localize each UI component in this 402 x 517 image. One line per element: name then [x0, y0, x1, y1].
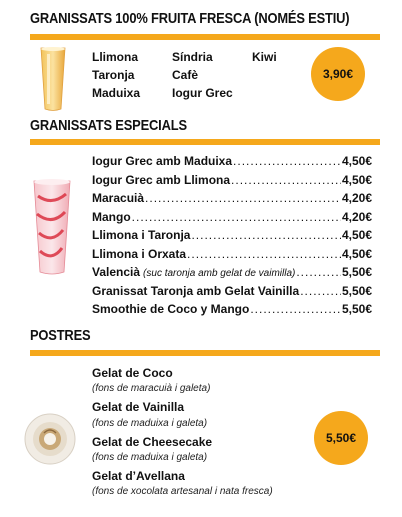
especial-item: [92, 302, 372, 316]
dot-leader: [300, 284, 341, 298]
especial-item-name: Iogur Grec amb Llimona: [92, 172, 231, 187]
dot-leader: [233, 154, 341, 168]
postre-desc: (fons de xocolata artesanal i nata fresca): [92, 486, 273, 497]
price-badge-postres: 5,50€: [314, 411, 368, 465]
flavor-iogur-grec: Iogur Grec: [172, 86, 233, 100]
especial-item-price: 4,50€: [341, 228, 372, 242]
dot-leader: [145, 191, 341, 205]
section-divider: [30, 139, 380, 145]
flavor-taronja: Taronja: [92, 68, 135, 82]
postre-desc: (fons de maracuià i galeta): [92, 383, 211, 394]
dessert-bowl-image: [24, 413, 76, 465]
red-swirl-granita-glass-image: [30, 178, 74, 278]
postre-name: Gelat d’Avellana: [92, 469, 185, 483]
especial-item: [92, 228, 372, 242]
postre-name: Gelat de Cheesecake: [92, 435, 213, 449]
section-title-granissats: GRANISSATS 100% FRUITA FRESCA (NOMÉS ESTIU): [30, 10, 350, 27]
especial-item-price: 5,50€: [341, 265, 372, 279]
section-title-especials: GRANISSATS ESPECIALS: [30, 117, 187, 134]
flavor-cafe: Cafè: [172, 68, 199, 82]
especial-item-price: 4,50€: [341, 172, 372, 187]
dot-leader: [132, 210, 341, 224]
especial-item-price: 4,50€: [341, 246, 372, 261]
especial-item-price: 4,20€: [341, 191, 372, 205]
postre-name: Gelat de Vainilla: [92, 400, 185, 414]
especial-item-note: (suc taronja amb gelat de vaimilla): [143, 268, 296, 279]
especial-item: [92, 210, 372, 224]
especial-item-name: Iogur Grec amb Maduixa: [92, 154, 233, 168]
dot-leader: [191, 228, 341, 242]
postre-desc: (fons de maduixa i galeta): [92, 452, 208, 463]
especial-item-name: Valencià: [92, 265, 141, 279]
especial-item-name: Mango: [92, 209, 131, 224]
dot-leader: [296, 265, 341, 279]
yellow-granita-glass-image: [38, 46, 68, 114]
especial-item: [92, 173, 372, 187]
especial-item-name: Llimona i Orxata: [92, 246, 187, 261]
especial-item: [92, 265, 372, 279]
dot-leader: [231, 173, 341, 187]
especial-item-name: Smoothie de Coco y Mango: [92, 302, 250, 316]
section-title-postres: POSTRES: [30, 327, 91, 344]
especial-item: [92, 154, 372, 168]
postre-desc: (fons de maduixa i galeta): [92, 418, 208, 429]
price-badge-granissats: 3,90€: [311, 47, 365, 101]
especial-item: [92, 284, 372, 298]
postre-name: Gelat de Coco: [92, 366, 173, 380]
especial-item-price: 4,50€: [341, 154, 372, 168]
especial-item-name: Llimona i Taronja: [92, 228, 191, 242]
flavor-sindria: Síndria: [172, 50, 213, 64]
especial-item-price: 5,50€: [341, 302, 372, 316]
section-divider: [30, 34, 380, 40]
dot-leader: [250, 302, 341, 316]
flavor-kiwi: Kiwi: [252, 50, 277, 64]
especial-item-name: Granissat Taronja amb Gelat Vainilla: [92, 283, 300, 298]
especial-item: [92, 247, 372, 261]
flavor-llimona: Llimona: [92, 50, 139, 64]
especial-item: [92, 191, 372, 205]
flavor-maduixa: Maduixa: [92, 86, 141, 100]
dot-leader: [187, 247, 341, 261]
especial-item-name: Maracuià: [92, 191, 145, 205]
especial-item-price: 4,20€: [341, 209, 372, 224]
section-divider: [30, 350, 380, 356]
especial-item-price: 5,50€: [341, 283, 372, 298]
